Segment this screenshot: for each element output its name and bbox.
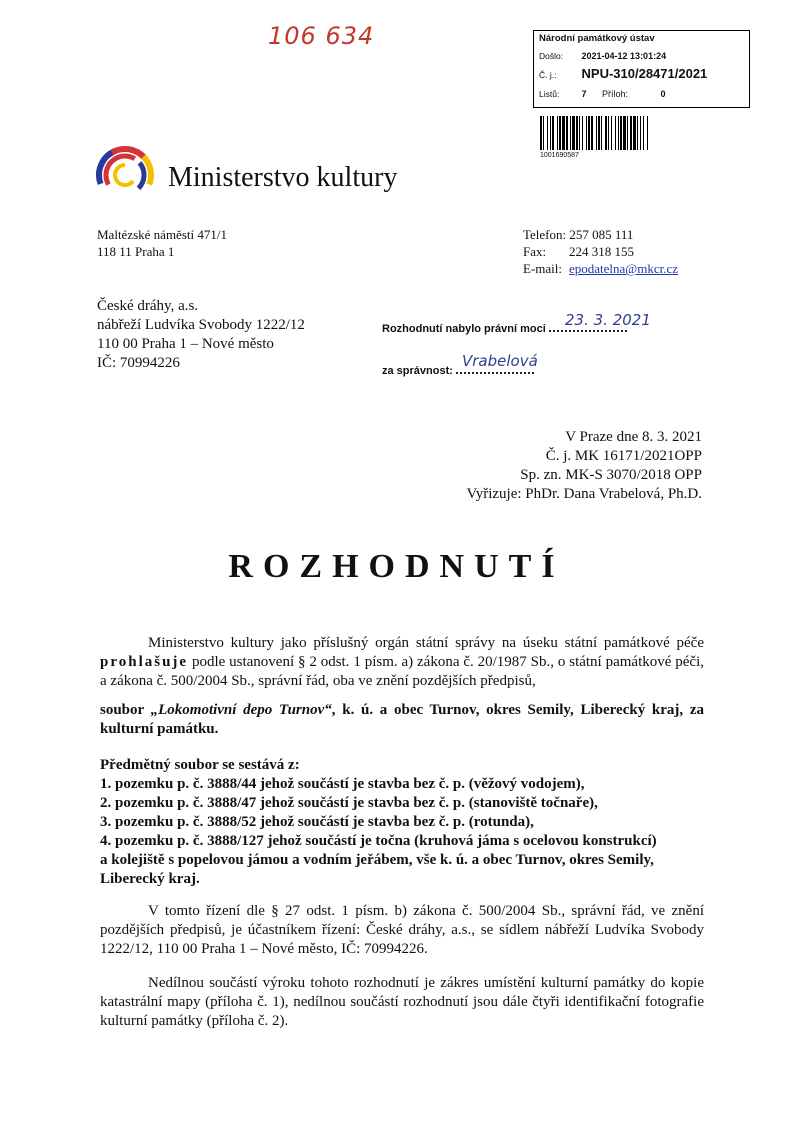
para2-part-a: soubor	[100, 702, 151, 718]
signature: Vrabelová	[462, 352, 538, 370]
list-item: 3. pozemku p. č. 3888/52 jehož součástí je stavba bez č. p. (rotunda),	[100, 814, 534, 830]
list-item: 4. pozemku p. č. 3888/127 jehož součástí je točna (kruhová jáma s ocelovou konstrukcí)	[100, 833, 657, 849]
recipient-line1: České dráhy, a.s.	[97, 298, 199, 314]
para1-part-b: podle ustanovení § 2 odst. 1 písm. a) zákona č. 20/1987 Sb., o státní památkové péči, a zákona č. 500/2004 Sb., správní řád, oba ve znění pozdějších předpisů,	[100, 654, 704, 689]
subject-paragraph	[100, 701, 704, 739]
barcode	[540, 116, 748, 150]
participant-paragraph: V tomto řízení dle § 27 odst. 1 písm. b) zákona č. 500/2004 Sb., správní řád, ve znění pozdějších předpisů, je účastníkem řízení: České dráhy, a.s., se sídlem nábřeží Ludvíka Svobody 1222/12, 110 00 Praha 1 – Nové město, IČ: 70994226.	[100, 903, 704, 957]
fax-value: 224 318 155	[569, 244, 634, 259]
para2-italic: „Lokomotivní depo Turnov“	[150, 702, 332, 718]
list-item: 1. pozemku p. č. 3888/44 jehož součástí je stavba bez č. p. (věžový vodojem),	[100, 776, 585, 792]
list-item: 2. pozemku p. č. 3888/47 jehož součástí je stavba bez č. p. (stanoviště točnaře),	[100, 795, 598, 811]
stamp-sheets-row	[539, 89, 666, 99]
stamp-sheets-value: 7	[581, 89, 587, 99]
stamp-ref-row	[539, 66, 707, 81]
email-label: E-mail:	[523, 261, 562, 276]
ministry-address	[97, 226, 227, 260]
place-date: V Praze dne 8. 3. 2021	[565, 429, 702, 445]
para1-part-a: Ministerstvo kultury jako příslušný orgán státní správy na úseku státní památkové péče	[148, 635, 704, 651]
list-heading: Předmětný soubor se sestává z:	[100, 757, 300, 773]
stamp-attachments-label: Příloh:	[602, 89, 629, 99]
recipient-line4: IČ: 70994226	[97, 355, 180, 371]
fax-label: Fax:	[523, 244, 547, 259]
reference-block	[400, 428, 702, 504]
phone-label: Telefon:	[523, 227, 567, 242]
ministry-name: Ministerstvo kultury	[168, 162, 398, 193]
phone-row	[523, 226, 678, 243]
handwritten-number: 106 634	[268, 22, 375, 50]
barcode-number: 1001690587	[540, 152, 579, 159]
stamp-sheets-label: Listů:	[539, 89, 560, 99]
ministry-street: Maltézské náměstí 471/1	[97, 227, 227, 242]
stamp-attachments-value: 0	[660, 89, 666, 99]
list-item: a kolejiště s popelovou jámou a vodním jeřábem, vše k. ú. a obec Turnov, okres Semily,	[100, 852, 654, 868]
document-title: ROZHODNUTÍ	[228, 548, 565, 585]
correctness-label: za správnost:	[382, 365, 453, 377]
component-list	[100, 756, 720, 889]
stamp-received-label: Došlo:	[539, 51, 564, 61]
stamp-received-row	[539, 51, 666, 61]
ministry-city: 118 11 Praha 1	[97, 244, 175, 259]
stamp-received-value: 2021-04-12 13:01:24	[581, 51, 667, 61]
ministry-logo-icon	[95, 145, 155, 205]
phone-value: 257 085 111	[569, 227, 634, 242]
recipient-line2: nábřeží Ludvíka Svobody 1222/12	[97, 317, 305, 333]
fax-row	[523, 243, 678, 260]
decision-paragraph	[100, 634, 704, 691]
handled-by: Vyřizuje: PhDr. Dana Vrabelová, Ph.D.	[466, 486, 702, 502]
contacts	[523, 226, 678, 277]
recipient-line3: 110 00 Praha 1 – Nové město	[97, 336, 274, 352]
email-link[interactable]: epodatelna@mkcr.cz	[569, 261, 679, 276]
recipient-address	[97, 297, 305, 373]
stamp-ref-value: NPU-310/28471/2021	[581, 66, 708, 81]
stamp-org: Národní památkový ústav	[539, 33, 655, 44]
legal-force-date: 23. 3. 2021	[565, 311, 651, 329]
registry-stamp	[533, 30, 750, 108]
legal-force-label: Rozhodnutí nabylo právní moci	[382, 323, 546, 335]
para1-emphasis: prohlašuje	[100, 654, 189, 670]
para2-part-b: , k. ú. a obec Turnov, okres Semily, Liberecký kraj, za kulturní památku.	[100, 702, 705, 737]
reference-cj: Č. j. MK 16171/2021OPP	[545, 448, 702, 464]
email-row	[523, 260, 678, 277]
reference-spzn: Sp. zn. MK-S 3070/2018 OPP	[520, 467, 702, 483]
stamp-ref-label: Č. j.:	[539, 70, 557, 80]
list-item: Liberecký kraj.	[100, 871, 200, 887]
attachments-paragraph: Nedílnou součástí výroku tohoto rozhodnutí je zákres umístění kulturní památky do kopie katastrální mapy (příloha č. 1), nedílnou součástí rozhodnutí jsou dále čtyři identifikační fotografie kulturní památky (příloha č. 2).	[100, 975, 704, 1029]
